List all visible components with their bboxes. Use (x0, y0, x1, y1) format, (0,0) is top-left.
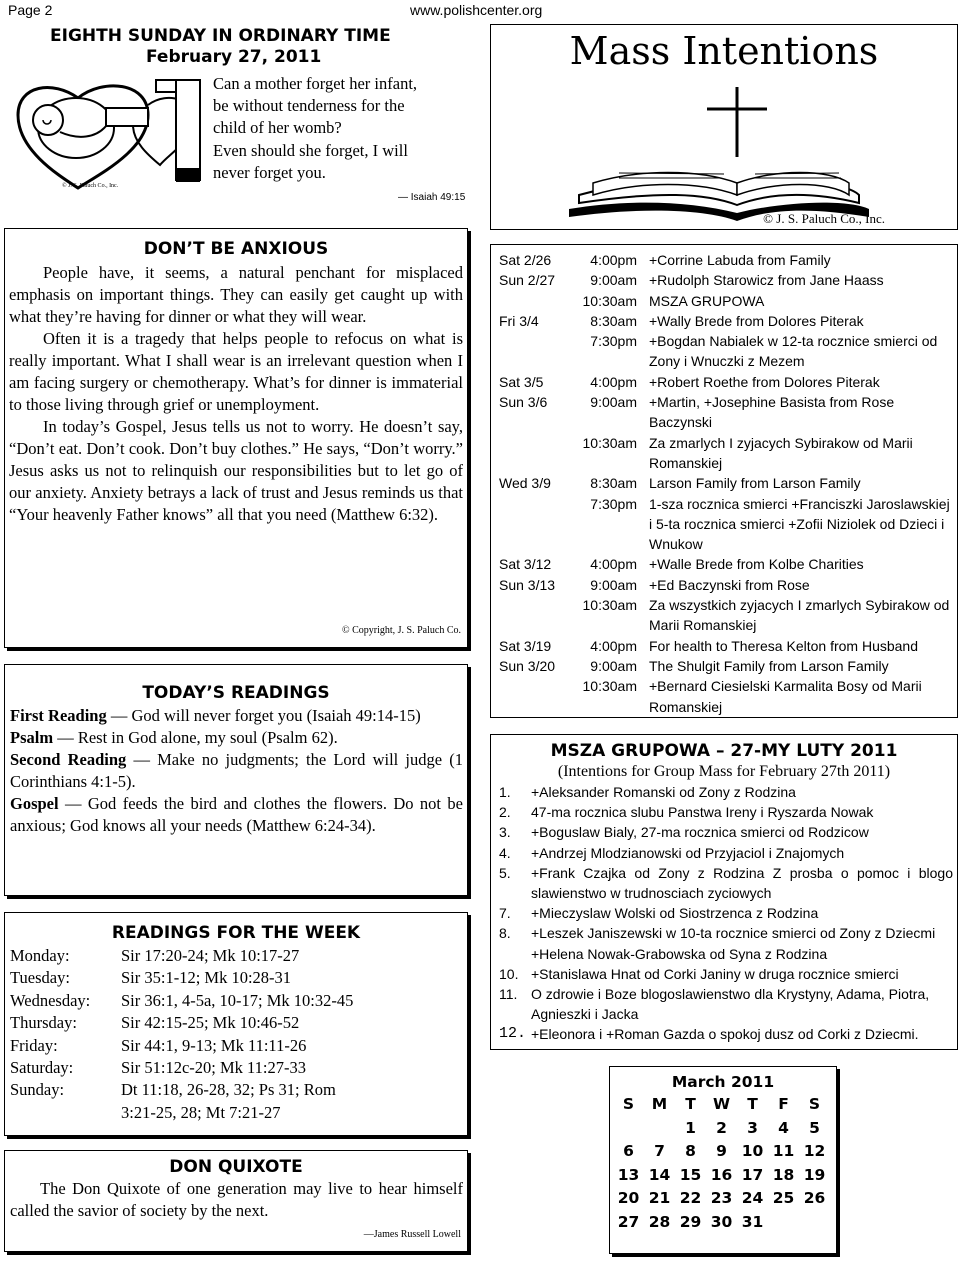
calendar-day: 17 (741, 1165, 764, 1184)
calendar-day: 15 (679, 1165, 702, 1184)
week-row (10, 1012, 463, 1034)
mass-row (499, 575, 953, 595)
paragraph: In today’s Gospel, Jesus tells us not to worry. He doesn’t say, “Don’t eat. Don’t cook. Don’t buy clothes.” He says, “Don’t worry.” Jesus asks us not to relinquish our responsibilities but to let go of our anxiety. Anxiety betrays a lack of trust and Jesus reminds us that “Your heavenly Father knows” all that you need (Matthew 6:32). (9, 417, 463, 524)
group-subheading: (Intentions for Group Mass for February 27th 2011) (557, 763, 891, 780)
mass-row (499, 392, 953, 433)
week-refs: Sir 42:15-25; Mk 10:46-52 (121, 1013, 300, 1033)
mass-time: 10:30am (582, 678, 637, 695)
mass-day (499, 331, 573, 372)
item-text: +Aleksander Romanski od Zony z Rodzina (531, 784, 796, 800)
mass-row (499, 595, 953, 636)
mass-row (499, 311, 953, 331)
week-day: Sunday: (10, 1080, 65, 1100)
mass-row (499, 250, 953, 270)
banner-title: Mass Intentions (569, 29, 879, 73)
item-text: +Andrzej Mlodzianowski od Przyjaciol i Znajomych (531, 844, 845, 861)
mass-day (499, 676, 573, 717)
calendar-day: 24 (741, 1189, 764, 1207)
mass-row (499, 473, 953, 493)
mass-time: 4:00pm (590, 637, 637, 654)
mass-row (499, 331, 953, 372)
item-number: 12. (499, 1025, 527, 1043)
mass-intention: For health to Theresa Kelton from Husband (649, 637, 919, 654)
mass-intentions-banner (490, 24, 958, 230)
reading-label: Psalm (10, 728, 54, 747)
mass-time: 8:30am (590, 312, 637, 329)
item-text: +Leszek Janiszewski w 10-ta rocznice smierci od Zony z Dziecmi +Helena Nowak-Grabowska od Syna z Rodzina (531, 925, 936, 962)
item-number: 7. (499, 905, 511, 922)
group-mass-box (490, 734, 958, 1050)
reading-text: — God will never forget you (Isaiah 49:14-15) (106, 706, 421, 725)
mass-time: 7:30pm (590, 333, 637, 350)
item-number: 4. (499, 844, 511, 861)
calendar-day: 7 (654, 1142, 665, 1160)
reading-label: Gospel (10, 794, 59, 813)
mass-row (499, 494, 953, 555)
mass-row (499, 270, 953, 290)
weekday: M (651, 1095, 668, 1113)
week-refs: Sir 44:1, 9-13; Mk 11:11-26 (121, 1035, 307, 1055)
reading-label: Second Reading (10, 750, 127, 769)
item-number: 3. (499, 824, 511, 841)
calendar-day: 6 (623, 1142, 634, 1160)
weekday: T (747, 1095, 758, 1113)
calendar-day: 26 (803, 1189, 826, 1207)
item-number: 2. (499, 804, 511, 821)
calendar-day: 29 (679, 1212, 702, 1231)
week-row (10, 1057, 463, 1079)
calendar-day: 22 (679, 1189, 702, 1207)
calendar-day: 18 (772, 1165, 795, 1184)
mass-row (499, 433, 953, 474)
mass-row (499, 636, 953, 656)
mass-day: Sat 2/26 (499, 252, 552, 268)
mass-time: 7:30pm (590, 495, 637, 512)
calendar-day: 31 (741, 1212, 764, 1231)
item-number: 5. (499, 864, 511, 881)
banner-credit: © J. S. Paluch Co., Inc. (763, 211, 885, 226)
calendar-day: 1 (685, 1118, 696, 1137)
section-heading: TODAY’S READINGS (142, 683, 330, 703)
quote-text: The Don Quixote of one generation may live to hear himself called the savior of society by the next. (10, 1179, 463, 1220)
week-readings-box (4, 912, 468, 1136)
mass-time: 10:30am (582, 434, 637, 451)
weekday: S (622, 1095, 635, 1113)
mass-day: Sun 3/20 (499, 657, 556, 674)
week-refs: Sir 35:1-12; Mk 10:28-31 (121, 968, 292, 988)
week-row (10, 967, 463, 989)
mass-intention: MSZA GRUPOWA (649, 292, 765, 309)
section-heading: DON QUIXOTE (169, 1157, 303, 1177)
reading-item (10, 749, 463, 793)
calendar-day: 11 (772, 1142, 795, 1160)
mass-intention: +Robert Roethe from Dolores Piterak (649, 373, 880, 390)
calendar-day (768, 1211, 799, 1235)
week-refs: Dt 11:18, 26-28, 32; Ps 31; Rom 3:21-25, 28; Mt 7:21-27 (121, 1080, 336, 1122)
group-item (499, 923, 953, 963)
group-item (499, 782, 953, 802)
page-number: Page 2 (8, 2, 53, 18)
mass-day: Sat 3/12 (499, 556, 552, 573)
quote-attribution: —James Russell Lowell (363, 1229, 461, 1240)
calendar-day: 30 (710, 1212, 733, 1231)
mass-time: 9:00am (590, 394, 637, 411)
mass-day (499, 433, 573, 474)
calendar-day: 20 (617, 1189, 640, 1207)
item-text: O zdrowie i Boze blogoslawienstwo dla Krystyny, Adama, Piotra, Agnieszki i Jacka (531, 986, 930, 1023)
quote-line: Can a mother forget her infant, (213, 74, 418, 93)
calendar-day: 25 (772, 1189, 795, 1207)
mass-intention: +Walle Brede from Kolbe Charities (649, 556, 864, 573)
mass-intention: Za zmarlych I zyjacych Sybirakow od Marii Romanskiej (649, 434, 913, 471)
mass-day: Sun 3/13 (499, 576, 556, 593)
item-number: 1. (499, 784, 511, 800)
calendar-day: 5 (809, 1118, 820, 1137)
paragraph: People have, it seems, a natural penchant for misplaced emphasis on important things. They can easily get caught up with what they’re having for dinner or what they will wear. (9, 263, 463, 326)
item-text: 47-ma rocznica slubu Panstwa Ireny i Ryszarda Nowak (531, 804, 874, 821)
item-text: +Eleonora i +Roman Gazda o spokoj dusz od Corki z Dziecmi. (531, 1026, 919, 1043)
weekday: T (685, 1095, 696, 1113)
mass-intention: Za wszystkich zyjacych I zmarlych Sybirakow od Marii Romanskiej (649, 597, 950, 634)
mass-row (499, 554, 953, 574)
mass-intention: Larson Family from Larson Family (649, 475, 861, 492)
bible-cross-icon (559, 83, 879, 223)
mass-intention: +Ed Baczynski from Rose (649, 576, 810, 593)
week-row (10, 1035, 463, 1057)
week-day: Tuesday: (10, 968, 70, 988)
march-calendar (609, 1066, 837, 1254)
mass-intention: 1-sza rocznica smierci +Franciszki Jaroslawskiej i 5-ta rocznica smierci +Zofii Niziolek od Dzieci i Wnukow (649, 495, 950, 553)
calendar-day (613, 1117, 644, 1141)
item-number: 8. (499, 925, 511, 942)
quote-citation: — Isaiah 49:15 (398, 192, 466, 203)
paragraph: Often it is a tragedy that helps people to refocus on what is really important. What I shall wear is an irrelevant question when I am facing surgery or chemotherapy. What’s for dinner is immaterial to those living through grief or unemployment. (9, 329, 463, 414)
calendar-day: 10 (741, 1142, 764, 1160)
calendar-day: 13 (617, 1165, 640, 1184)
reading-item (10, 705, 463, 727)
calendar-day: 16 (710, 1165, 733, 1184)
calendar-day: 28 (648, 1212, 671, 1231)
mass-intention: +Bernard Ciesielski Karmalita Bosy od Marii Romanskiej (649, 678, 922, 715)
section-heading: READINGS FOR THE WEEK (111, 923, 361, 943)
week-day: Thursday: (10, 1013, 77, 1033)
calendar-day (799, 1211, 830, 1235)
item-text: +Boguslaw Bialy, 27-ma rocznica smierci od Rodzicow (531, 824, 869, 841)
week-refs: Sir 36:1, 4-5a, 10-17; Mk 10:32-45 (121, 990, 354, 1010)
quote-line: never forget you. (213, 162, 326, 182)
mass-day: Wed 3/9 (499, 475, 551, 492)
group-item (499, 903, 953, 923)
item-number: 10. (499, 965, 519, 982)
mass-intention: +Corrine Labuda from Family (649, 252, 831, 268)
mass-intentions-list (490, 244, 958, 718)
calendar-day: 12 (803, 1142, 826, 1160)
mass-intention: +Rudolph Starowicz from Jane Haass (649, 272, 884, 289)
don-quixote-box (4, 1150, 468, 1252)
reading-text: — God feeds the bird and clothes the flowers. Do not be anxious; God knows all your needs (Matthew 6:24-34). (10, 794, 463, 835)
week-row (10, 1079, 463, 1124)
reading-text: — Make no judgments; the Lord will judge (1 Corinthians 4:1-5). (10, 750, 464, 791)
copyright-note: © Copyright, J. S. Paluch Co. (342, 625, 461, 636)
group-item (499, 984, 953, 1024)
calendar-day: 23 (710, 1189, 733, 1207)
quote-line: Even should she forget, I will (213, 140, 408, 160)
mass-intention: +Wally Brede from Dolores Piterak (649, 312, 864, 329)
sunday-title: EIGHTH SUNDAY IN ORDINARY TIME (50, 26, 391, 46)
mass-day: Sun 2/27 (499, 272, 556, 289)
calendar-day: 2 (716, 1118, 727, 1137)
calendar-day: 21 (648, 1189, 671, 1207)
mass-time: 8:30am (590, 475, 637, 492)
item-number: 11. (499, 986, 518, 1003)
mass-intention: +Martin, +Josephine Basista from Rose Baczynski (649, 394, 895, 431)
group-item (499, 1024, 953, 1044)
mass-day (499, 595, 573, 636)
todays-readings-box (4, 664, 468, 896)
dont-be-anxious-box (4, 228, 468, 648)
calendar-day (644, 1117, 675, 1141)
mass-time: 9:00am (590, 272, 637, 289)
reading-text: — Rest in God alone, my soul (Psalm 62). (53, 728, 338, 747)
week-row (10, 990, 463, 1012)
mother-child-illustration (8, 70, 208, 195)
mass-intention: +Bogdan Nabialek w 12-ta rocznice smierci od Zony i Wnuczki z Mezem (649, 333, 938, 370)
mass-row (499, 656, 953, 676)
calendar-day: 8 (685, 1142, 696, 1160)
mass-day: Sun 3/6 (499, 394, 548, 411)
reading-item (10, 793, 463, 837)
calendar-day: 3 (747, 1118, 758, 1137)
week-day: Friday: (10, 1035, 58, 1055)
calendar-weekdays (613, 1093, 836, 1117)
calendar-day: 14 (648, 1165, 671, 1184)
week-refs: Sir 17:20-24; Mk 10:17-27 (121, 946, 300, 965)
website-link[interactable]: www.polishcenter.org (410, 2, 543, 18)
week-day: Wednesday: (10, 990, 91, 1010)
mass-day: Sat 3/19 (499, 637, 552, 654)
mass-time: 9:00am (590, 576, 637, 593)
group-item (499, 964, 953, 984)
mass-day (499, 494, 573, 555)
week-day: Saturday: (10, 1058, 74, 1078)
item-text: +Mieczyslaw Wolski od Siostrzenca z Rodzina (531, 905, 819, 922)
item-text: +Frank Czajka od Zony z Rodzina Z prosba o pomoc i blogo slawienstwo w trudnosciach zyciowych (531, 864, 953, 902)
group-item (499, 843, 953, 863)
section-heading: DON’T BE ANXIOUS (143, 239, 329, 259)
mass-row (499, 291, 953, 311)
week-row (10, 945, 463, 967)
week-day: Monday: (10, 946, 70, 965)
week-refs: Sir 51:12c-20; Mk 11:27-33 (121, 1058, 307, 1078)
mass-time: 4:00pm (590, 373, 637, 390)
mass-intention: The Shulgit Family from Larson Family (649, 657, 889, 674)
calendar-day: 9 (716, 1142, 727, 1160)
calendar-day: 27 (617, 1212, 640, 1231)
mass-day: Fri 3/4 (499, 312, 539, 329)
calendar-days (613, 1117, 836, 1235)
item-text: +Stanislawa Hnat od Corki Janiny w druga rocznice smierci (531, 965, 899, 982)
weekday: W (712, 1095, 731, 1113)
mass-time: 10:30am (582, 597, 637, 614)
group-item (499, 822, 953, 842)
isaiah-quote (213, 73, 466, 184)
group-heading: MSZA GRUPOWA – 27-MY LUTY 2011 (550, 741, 898, 761)
mass-time: 9:00am (590, 657, 637, 674)
mass-time: 4:00pm (590, 556, 637, 573)
mass-row (499, 372, 953, 392)
group-item (499, 802, 953, 822)
calendar-day: 4 (778, 1118, 789, 1137)
weekday: S (808, 1095, 821, 1113)
mass-day (499, 291, 573, 311)
quote-line: be without tenderness for the (213, 96, 405, 116)
reading-label: First Reading (10, 706, 107, 725)
mass-row (499, 676, 953, 717)
sunday-date: February 27, 2011 (146, 47, 322, 67)
group-item (499, 863, 953, 903)
mass-time: 4:00pm (590, 252, 637, 268)
calendar-day: 19 (803, 1165, 826, 1184)
mass-time: 10:30am (582, 292, 637, 309)
weekday: F (778, 1095, 789, 1113)
calendar-title: March 2011 (671, 1073, 775, 1091)
quote-line: child of her womb? (213, 118, 342, 138)
art-credit: © J. S. Paluch Co., Inc. (62, 183, 119, 189)
reading-item (10, 727, 463, 749)
mass-day: Sat 3/5 (499, 373, 544, 390)
